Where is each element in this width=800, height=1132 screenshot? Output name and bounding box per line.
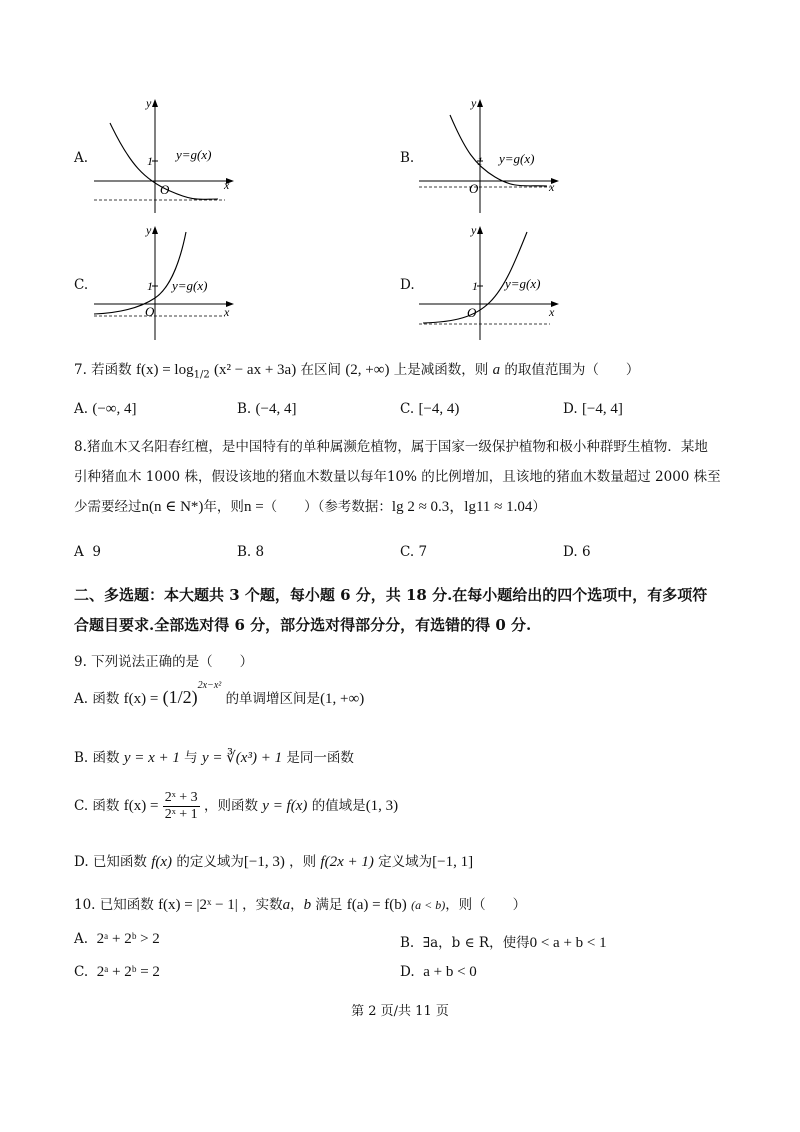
graph-b-plot [415, 95, 575, 220]
q9-c-fraction: $\frac{\text{2ˣ + 3}}{\text{2ˣ + 1}}$ [164, 790, 198, 822]
q7-option-c[interactable]: C. [−4, 4) [400, 401, 460, 417]
graph-d-func: y=g(x) [505, 276, 541, 291]
graph-a-x: x [224, 178, 230, 192]
graph-d-one: 1 [472, 279, 478, 293]
q8-line-3: 少需要经过n(n ∈ N*)年，则n =（ ）（参考数据：lg 2 ≈ 0.3，lg11 ≈ 1.04） [74, 499, 546, 515]
graph-a-func: y=g(x) [176, 147, 212, 162]
graph-d-plot [415, 222, 575, 347]
q10-option-c[interactable]: C. 2ᵃ + 2ᵇ = 2 [74, 964, 160, 980]
graph-c-label: C. [74, 277, 89, 293]
graph-d-y: y [471, 223, 477, 237]
q7-base: 1/2 [193, 369, 210, 381]
q8-option-b[interactable]: B. 8 [237, 544, 265, 560]
graph-d-x: x [549, 305, 555, 319]
q10-option-a[interactable]: A. 2ᵃ + 2ᵇ > 2 [74, 931, 160, 947]
graph-a-plot [90, 95, 250, 220]
graph-d-origin: O [467, 305, 477, 320]
graph-b-y: y [471, 96, 477, 110]
q9-stem: 9. 下列说法正确的是（ ） [74, 654, 254, 670]
q7-suffix: 上是减函数，则 [393, 362, 489, 378]
graph-b-x: x [549, 180, 555, 194]
q9-option-a[interactable]: A. 函数 $f(x) = (1/2)^{2x-x^2}$ 的单调增区间是(1, +∞) [74, 679, 365, 707]
section-2-line-2: 合题目要求.全部选对得 6 分，部分选对得部分分，有选错的得 0 分. [74, 616, 532, 634]
graph-c-x: x [224, 305, 230, 319]
graph-c-func: y=g(x) [172, 278, 208, 293]
q8-option-a[interactable]: A 9 [74, 544, 101, 560]
graph-c-one: 1 [147, 279, 153, 293]
graph-b-func: y=g(x) [499, 151, 535, 166]
graph-a-y: y [146, 96, 152, 110]
q7-interval: (2, +∞) [345, 362, 390, 378]
section-2-line-1: 二、多选题：本大题共 3 个题，每小题 6 分，共 18 分.在每小题给出的四个选项中，有多项符 [74, 586, 708, 604]
q8-option-c[interactable]: C. 7 [400, 544, 428, 560]
q8-line-2: 引种猪血木 1000 株，假设该地的猪血木数量以每年10% 的比例增加，且该地的猪血木数量超过 2000 株至 [74, 469, 721, 485]
graph-c-origin: O [145, 304, 155, 319]
page-footer: 第 2 页/共 11 页 [351, 1004, 449, 1019]
q9-option-b[interactable]: B. 函数 y = x + 1 与 y = ∛(x³) + 1 是同一函数 [74, 750, 354, 766]
graph-b-origin: O [469, 181, 479, 196]
q7-option-a[interactable]: A. (−∞, 4] [74, 401, 137, 417]
q10-option-d[interactable]: D. a + b < 0 [400, 964, 477, 980]
q7-option-b[interactable]: B. (−4, 4] [237, 401, 297, 417]
section-2-header [74, 580, 734, 640]
graph-a-origin: O [160, 182, 170, 197]
graph-c-plot [90, 222, 250, 347]
graph-b-one: 1 [477, 154, 483, 168]
graph-a-label: A. [74, 150, 89, 166]
question-7 [74, 358, 639, 381]
q7-var: a [492, 362, 501, 378]
q9-option-d[interactable]: D. 已知函数 f(x) 的定义域为[−1, 3) ，则 f(2x + 1) 定义域为[−1, 1] [74, 854, 474, 870]
graph-d-label: D. [400, 277, 415, 293]
q7-suffix2: 的取值范围为（ ） [504, 362, 640, 378]
q8-option-d[interactable]: D. 6 [563, 544, 591, 560]
question-8 [74, 432, 734, 522]
q7-mid: 在区间 [300, 362, 342, 378]
q10-option-b[interactable]: B. ∃a，b ∈ R，使得0 < a + b < 1 [400, 935, 607, 951]
q7-arg: (x² − ax + 3a) [213, 362, 297, 378]
q7-prefix: 7. 若函数 [74, 362, 132, 378]
graph-c-y: y [146, 223, 152, 237]
q7-option-d[interactable]: D. [−4, 4] [563, 401, 623, 417]
q9-option-c[interactable]: C. 函数 f(x) = $\frac{\text{2ˣ + 3}}{\text{2ˣ + 1}}$ ，则函数 y = f(x) 的值域是(1, 3) [74, 790, 399, 822]
graph-a-one: 1 [147, 154, 153, 168]
q7-func: f(x) = log [135, 362, 194, 378]
graph-b-label: B. [400, 150, 415, 166]
question-10: 10. 已知函数 f(x) = |2ˣ − 1| ，实数a，b 满足 f(a) = f(b) (a < b)，则（ ） [74, 897, 527, 913]
q8-line-1: 8.猪血木又名阳春红檀，是中国特有的单种属濒危植物，属于国家一级保护植物和极小种群野生植物．某地 [74, 439, 708, 455]
